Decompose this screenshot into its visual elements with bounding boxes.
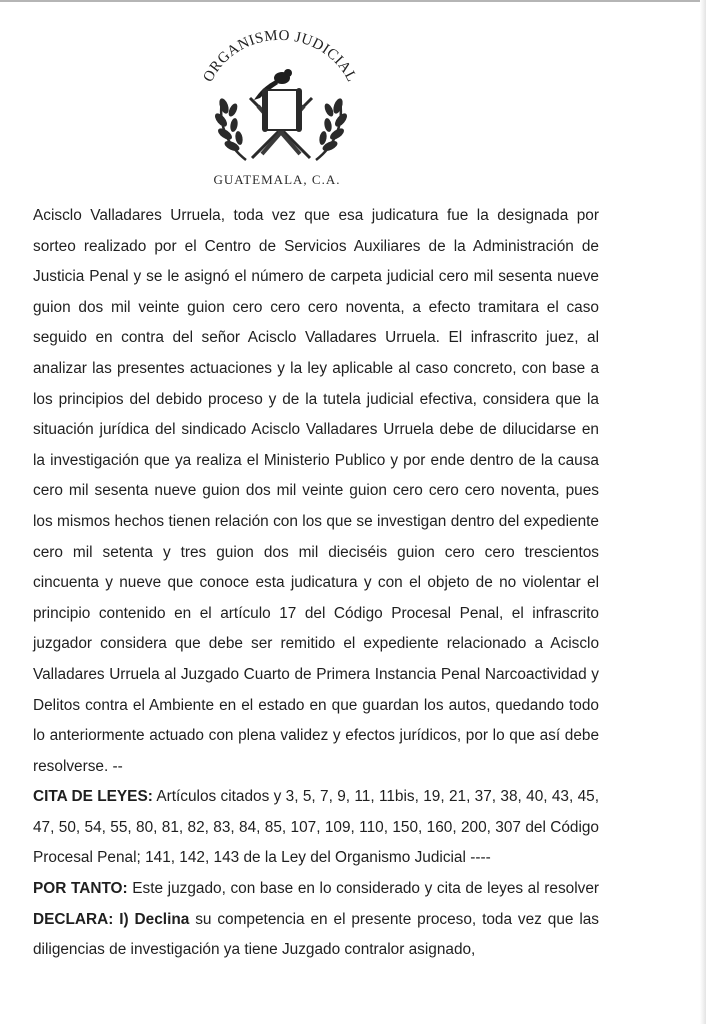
page-top-edge (0, 0, 706, 2)
organismo-judicial-seal (188, 28, 374, 178)
declina-label: I) Declina (113, 910, 190, 928)
page-right-shadow (700, 0, 706, 1024)
scroll-icon (262, 88, 302, 132)
seal-arc-text: ORGANISMO JUDICIAL (200, 28, 360, 85)
por-tanto-label: POR TANTO: (33, 880, 128, 898)
right-laurel-icon (316, 97, 349, 160)
cita-de-leyes-label: CITA DE LEYES: (33, 788, 153, 806)
coat-of-arms-icon (188, 28, 374, 178)
cita-de-leyes-text: Artículos citados y 3, 5, 7, 9, 11, 11bis, 19, 21, 37, 38, 40, 43, 45, 47, 50, 54, 55, 80, 81, 82, 83, 84, 85, 107, 109, 110, 150, 160, 200, 307 del Código Procesal Penal; 141, 142, 143 de la Ley del Organismo Judicial ---- (33, 788, 600, 867)
paragraph-considerando: Acisclo Valladares Urruela, toda vez que esa judicatura fue la designada por sorteo realizado por el Centro de Servicios Auxiliares de la Administración de Justicia Penal y se le asignó el número de carpeta judicial cero mil sesenta nueve guion dos mil veinte guion cero cero cero noventa, a efecto tramitara el caso seguido en contra del señor Acisclo Valladares Urruela. El infrascrito juez, al analizar las presentes actuaciones y la ley aplicable al caso concreto, con base a los principios del debido proceso y de la tutela judicial efectiva, considera que la situación jurídica del sindicado Acisclo Valladares Urruela debe de dilucidarse en la investigación que ya realiza el Ministerio Publico y por ende dentro de la causa cero mil sesenta nueve guion dos mil veinte guion cero cero cero noventa, pues los mismos hechos tienen relación con los que se investigan dentro del expediente cero mil setenta y tres guion dos mil dieciséis guion cero cero trescientos cincuenta y nueve que conoce esta judicatura y con el objeto de no violentar el principio contenido en el artículo 17 del Código Procesal Penal, el infrascrito juzgador considera que debe ser remitido el expediente relacionado a Acisclo Valladares Urruela al Juzgado Cuarto de Primera Instancia Penal Narcoactividad y Delitos contra el Ambiente en el estado en que guardan los autos, quedando todo lo anteriormente actuado con plena validez y efectos jurídicos, por lo que así debe resolverse. -- (33, 207, 599, 775)
resolution-body (33, 201, 599, 966)
seal-caption: GUATEMALA, C.A. (213, 172, 341, 187)
por-tanto-text: Este juzgado, con base en lo considerado y cita de leyes al resolver (127, 880, 600, 898)
left-laurel-icon (213, 97, 246, 160)
declina-text: su competencia en el presente proceso, toda vez que las diligencias de investigación ya tiene Juzgado contralor asignado, (33, 910, 600, 959)
declara-label: DECLARA: (33, 910, 114, 928)
